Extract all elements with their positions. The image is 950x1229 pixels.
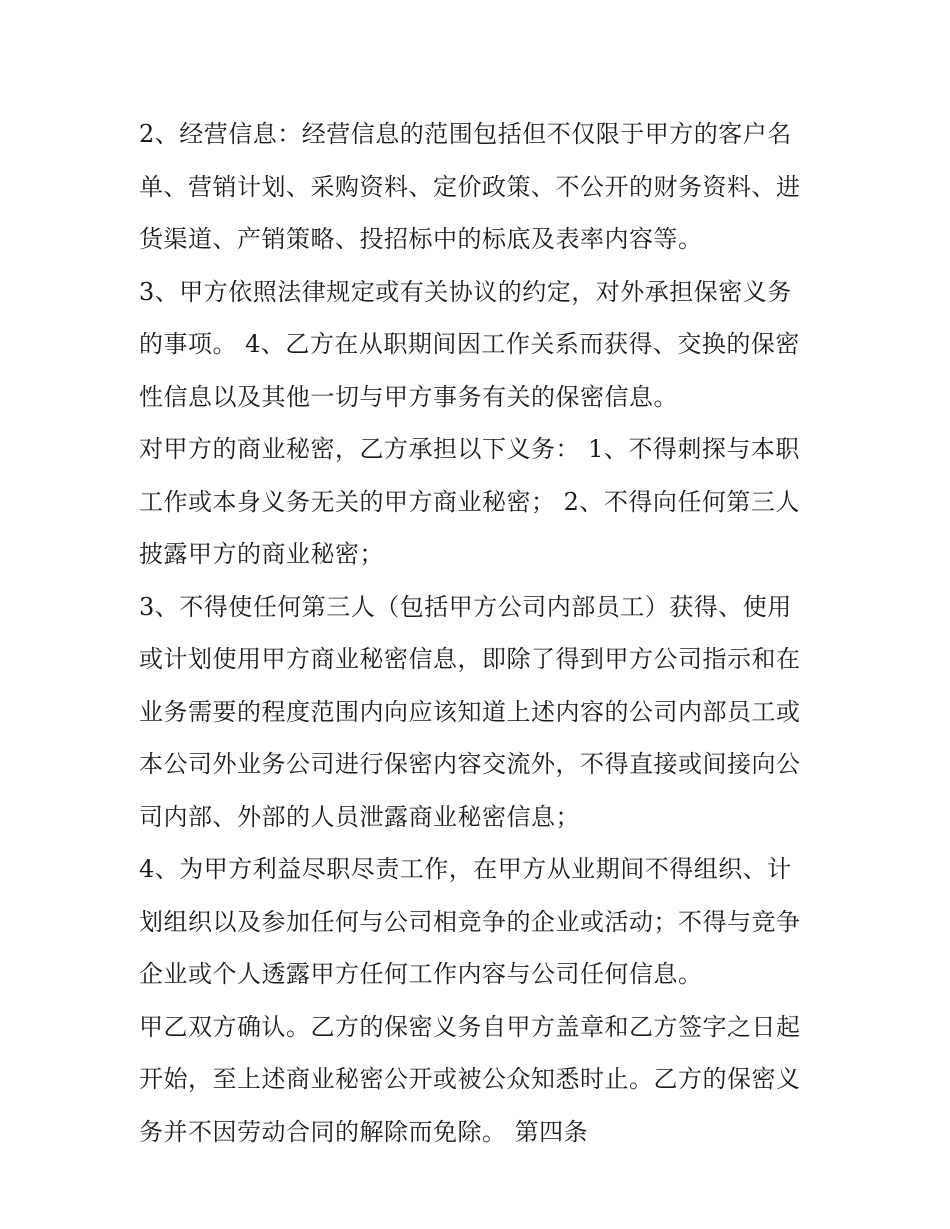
text-line: 3、甲方依照法律规定或有关协议的约定，对外承担保密义务 bbox=[139, 277, 792, 306]
paragraph-third-party-disclosure bbox=[139, 581, 819, 844]
text-line: 业务需要的程度范围内向应该知道上述内容的公司内部员工或 bbox=[139, 697, 801, 726]
text-line: 货渠道、产销策略、投招标中的标底及表率内容等。 bbox=[139, 225, 703, 253]
text-line: 本公司外业务公司进行保密内容交流外，不得直接或间接向公 bbox=[139, 750, 801, 778]
text-line: 对甲方的商业秘密，乙方承担以下义务： 1、不得刺探与本职 bbox=[139, 435, 800, 463]
text-line: 甲乙双方确认。乙方的保密义务自甲方盖章和乙方签字之日起 bbox=[139, 1012, 801, 1041]
text-line: 开始，至上述商业秘密公开或被公众知悉时止。乙方的保密义 bbox=[139, 1065, 801, 1093]
text-line: 或计划使用甲方商业秘密信息，即除了得到甲方公司指示和在 bbox=[139, 645, 801, 673]
paragraph-obligations-intro bbox=[139, 423, 819, 581]
text-line: 4、为甲方利益尽职尽责工作，在甲方从业期间不得组织、计 bbox=[139, 855, 792, 883]
document-body bbox=[139, 108, 819, 1158]
text-line: 2、经营信息：经营信息的范围包括但不仅限于甲方的客户名 bbox=[139, 120, 792, 148]
text-line: 企业或个人透露甲方任何工作内容与公司任何信息。 bbox=[139, 960, 703, 988]
text-line: 性信息以及其他一切与甲方事务有关的保密信息。 bbox=[139, 382, 678, 411]
text-line: 务并不因劳动合同的解除而免除。 第四条 bbox=[139, 1117, 589, 1146]
text-line: 的事项。 4、乙方在从职期间因工作关系而获得、交换的保密 bbox=[139, 330, 800, 358]
paragraph-confidential-matters bbox=[139, 266, 819, 424]
paragraph-non-compete bbox=[139, 843, 819, 1001]
text-line: 划组织以及参加任何与公司相竞争的企业或活动；不得与竞争 bbox=[139, 907, 801, 936]
text-line: 单、营销计划、采购资料、定价政策、不公开的财务资料、进 bbox=[139, 172, 801, 201]
text-line: 3、不得使任何第三人（包括甲方公司内部员工）获得、使用 bbox=[139, 592, 792, 621]
paragraph-confirmation bbox=[139, 1001, 819, 1159]
text-line: 工作或本身义务无关的甲方商业秘密； 2、不得向任何第三人 bbox=[139, 487, 800, 516]
paragraph-business-info bbox=[139, 108, 819, 266]
text-line: 披露甲方的商业秘密； bbox=[139, 540, 384, 568]
text-line: 司内部、外部的人员泄露商业秘密信息； bbox=[139, 802, 580, 831]
